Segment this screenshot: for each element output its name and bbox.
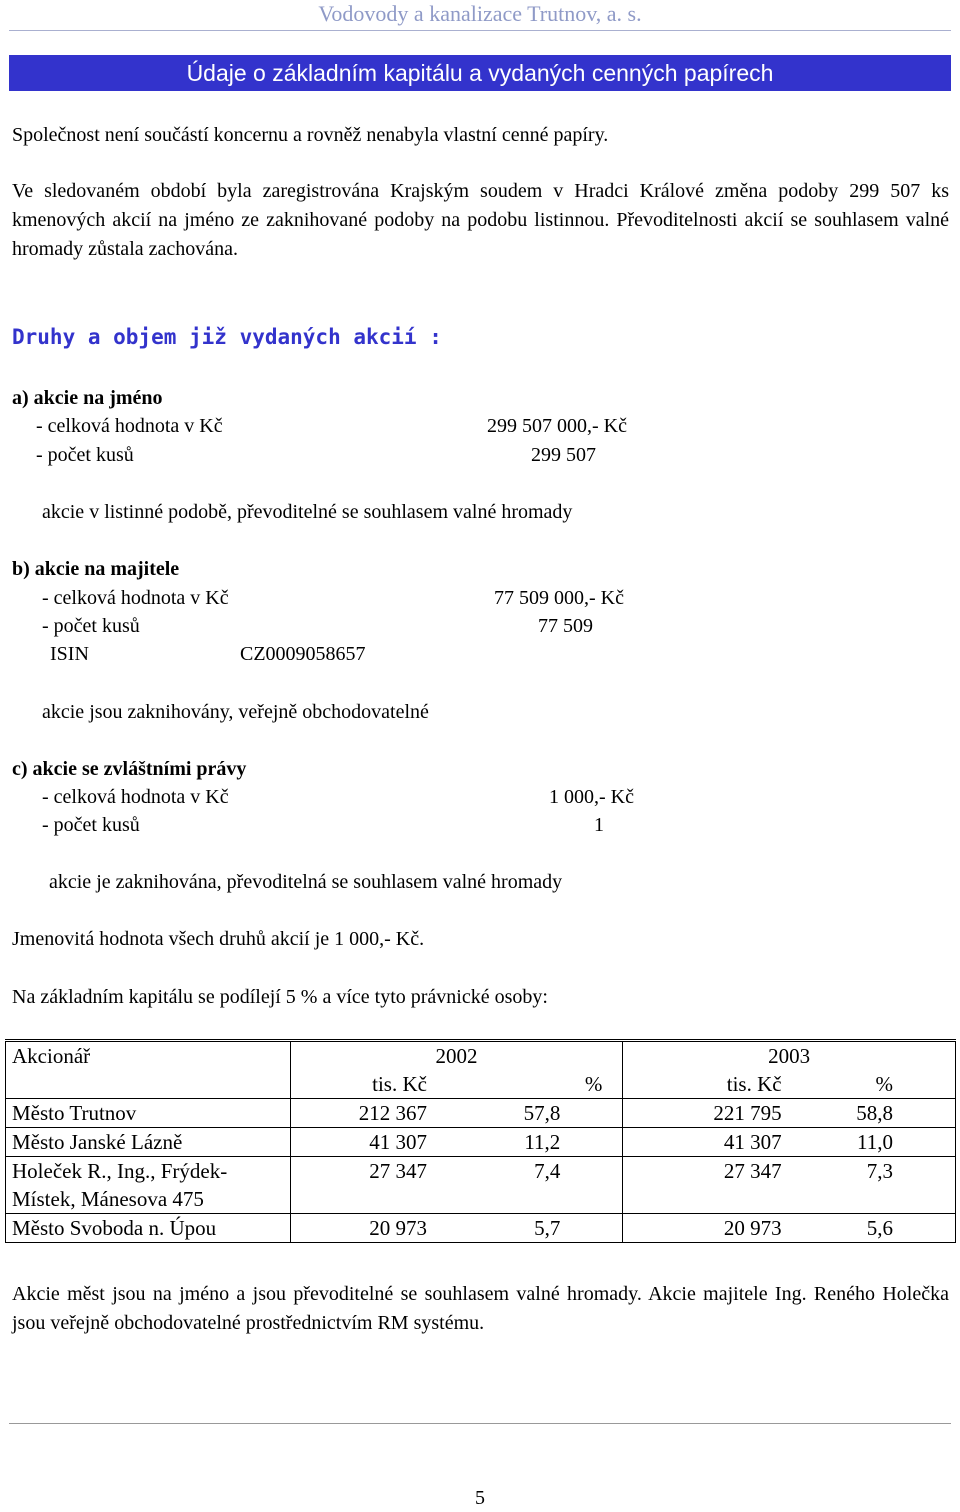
share-c-title: c) akcie se zvláštními právy [12, 758, 247, 780]
holder-name: Město Janské Lázně [6, 1128, 291, 1157]
table-header-row [6, 1041, 956, 1071]
holder-name-line-2: Místek, Mánesova 475 [12, 1187, 204, 1211]
share-a-value-label: - celková hodnota v Kč [36, 415, 223, 437]
section-title-banner: Údaje o základním kapitálu a vydaných cenných papírech [9, 55, 951, 91]
share-b-note: akcie jsou zaknihovány, veřejně obchodovatelné [42, 701, 429, 723]
value-2003: 221 795 [623, 1099, 788, 1128]
table-unit-row [6, 1070, 956, 1099]
pct-2002: 7,4 [433, 1157, 623, 1214]
value-2003: 20 973 [623, 1214, 788, 1243]
share-b-title: b) akcie na majitele [12, 558, 180, 580]
pct-2003: 7,3 [788, 1157, 956, 1214]
col-holder-header: Akcionář [6, 1041, 291, 1071]
share-c-note: akcie je zaknihována, převoditelná se souhlasem valné hromady [49, 871, 563, 893]
pct-2003: 11,0 [788, 1128, 956, 1157]
holder-name [6, 1157, 291, 1214]
share-c-value: 1 000,- Kč [549, 786, 634, 808]
share-c-value-label: - celková hodnota v Kč [42, 786, 229, 808]
col-year-2002: 2002 [290, 1041, 623, 1071]
col-year-2003: 2003 [623, 1041, 956, 1071]
holders-intro: Na základním kapitálu se podílejí 5 % a více tyto právnické osoby: [12, 986, 548, 1008]
company-header: Vodovody a kanalizace Trutnov, a. s. [318, 1, 642, 26]
share-a-count: 299 507 [531, 444, 596, 466]
pct-2002: 57,8 [433, 1099, 623, 1128]
intro-paragraph-2: Ve sledovaném období byla zaregistrována Krajským soudem v Hradci Králové změna podoby 299 507 ks kmenových akcií na jméno ze zaknihované podoby na podobu listinnou. Převoditelnosti akcií se souhlasem valné hromady zůstala zachována. [12, 180, 949, 260]
pct-2003: 58,8 [788, 1099, 956, 1128]
unit-2002-pct: % [433, 1070, 623, 1099]
value-2002: 27 347 [290, 1157, 433, 1214]
shares-heading: Druhy a objem již vydaných akcií : [12, 325, 442, 349]
pct-2002: 5,7 [433, 1214, 623, 1243]
value-2002: 20 973 [290, 1214, 433, 1243]
share-b-value: 77 509 000,- Kč [494, 587, 624, 609]
page-number: 5 [475, 1487, 485, 1509]
value-2003: 41 307 [623, 1128, 788, 1157]
shareholders-table [5, 1039, 956, 1243]
header-divider [9, 30, 951, 31]
share-c-count-label: - počet kusů [42, 814, 140, 836]
pct-2003: 5,6 [788, 1214, 956, 1243]
unit-2003-pct: % [788, 1070, 956, 1099]
nominal-value-note: Jmenovitá hodnota všech druhů akcií je 1 000,- Kč. [12, 928, 425, 950]
unit-2002-tis: tis. Kč [290, 1070, 433, 1099]
holder-name: Město Trutnov [6, 1099, 291, 1128]
holder-name-line-1: Holeček R., Ing., Frýdek- [12, 1159, 228, 1183]
intro-paragraph-1: Společnost není součástí koncernu a rovněž nenabyla vlastní cenné papíry. [12, 124, 609, 146]
holder-name: Město Svoboda n. Úpou [6, 1214, 291, 1243]
value-2003: 27 347 [623, 1157, 788, 1214]
share-b-value-label: - celková hodnota v Kč [42, 587, 229, 609]
share-a-value: 299 507 000,- Kč [487, 415, 627, 437]
pct-2002: 11,2 [433, 1128, 623, 1157]
footer-divider [9, 1423, 951, 1424]
table-row [6, 1128, 956, 1157]
value-2002: 212 367 [290, 1099, 433, 1128]
table-row [6, 1214, 956, 1243]
col-holder-spacer [6, 1070, 291, 1099]
share-a-title: a) akcie na jméno [12, 387, 163, 409]
share-b-count: 77 509 [538, 615, 593, 637]
share-a-note: akcie v listinné podobě, převoditelné se souhlasem valné hromady [42, 501, 573, 523]
closing-paragraph: Akcie měst jsou na jméno a jsou převoditelné se souhlasem valné hromady. Akcie majitele Ing. Reného Holečka jsou veřejně obchodovatelné prostřednictvím RM systému. [12, 1283, 949, 1334]
table-row [6, 1099, 956, 1128]
share-b-isin-label: ISIN [50, 643, 89, 665]
value-2002: 41 307 [290, 1128, 433, 1157]
share-c-count: 1 [594, 814, 604, 836]
table-row [6, 1157, 956, 1214]
share-b-count-label: - počet kusů [42, 615, 140, 637]
unit-2003-tis: tis. Kč [623, 1070, 788, 1099]
share-a-count-label: - počet kusů [36, 444, 134, 466]
share-b-isin: CZ0009058657 [240, 643, 366, 665]
